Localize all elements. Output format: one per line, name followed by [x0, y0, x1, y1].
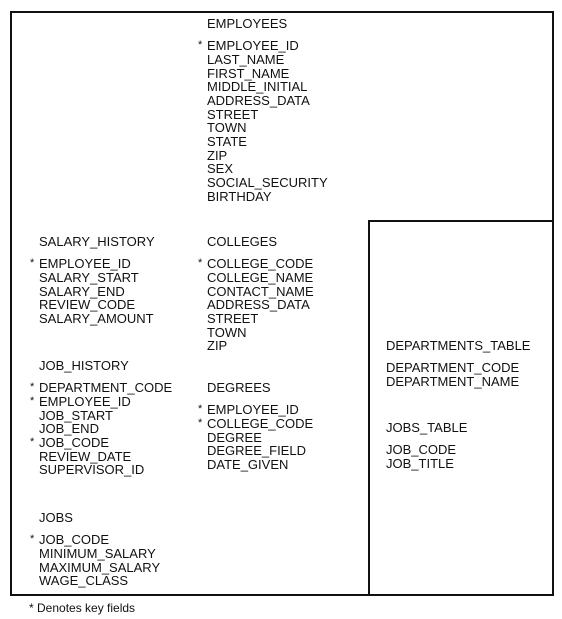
entity-field	[207, 326, 314, 340]
entity-field	[207, 312, 314, 326]
entity-field	[39, 285, 155, 299]
key-marker: *	[30, 435, 35, 448]
field-name: SALARY_END	[39, 283, 125, 299]
field-name: ADDRESS_DATA	[207, 92, 310, 108]
entity-title: JOBS_TABLE	[386, 420, 468, 435]
entity-field	[386, 457, 467, 471]
key-marker: *	[30, 533, 35, 546]
field-name: REVIEW_DATE	[39, 448, 132, 464]
field-name: ZIP	[207, 338, 228, 354]
field-name: FIRST_NAME	[207, 65, 290, 81]
field-name: SALARY_AMOUNT	[39, 310, 154, 326]
entity-field	[207, 135, 328, 149]
entity-job-history	[30, 358, 173, 478]
field-name: BIRTHDAY	[207, 188, 272, 204]
field-name: JOB_END	[39, 421, 99, 437]
field-name: EMPLOYEE_ID	[207, 402, 299, 418]
entity-field	[207, 121, 328, 135]
entity-title: SALARY_HISTORY	[39, 234, 155, 249]
entity-field	[207, 298, 314, 312]
field-name: DATE_GIVEN	[207, 456, 289, 472]
reference-tables-panel	[368, 220, 554, 596]
field-name: EMPLOYEE_ID	[39, 393, 131, 409]
entity-field	[198, 256, 314, 272]
entity-field	[207, 190, 328, 204]
entity-degrees	[198, 380, 314, 472]
entity-employees	[198, 16, 328, 204]
key-marker: *	[198, 416, 203, 429]
entity-field	[39, 409, 172, 423]
field-name: STREET	[207, 310, 259, 326]
field-name: TOWN	[207, 120, 247, 136]
field-name: DEGREE	[207, 429, 262, 445]
entity-field	[207, 53, 328, 67]
entity-field	[207, 431, 313, 445]
entity-departments-table	[386, 339, 530, 389]
key-marker: *	[30, 394, 35, 407]
entity-field	[39, 463, 172, 477]
field-name: STREET	[207, 106, 259, 122]
entity-field	[207, 67, 328, 81]
entity-field	[39, 450, 172, 464]
entity-field	[39, 298, 155, 312]
field-name: DEPARTMENT_NAME	[386, 373, 520, 389]
field-name: ZIP	[207, 147, 228, 163]
entity-field	[207, 285, 314, 299]
field-name: DEPARTMENT_CODE	[386, 360, 520, 376]
entity-field	[39, 561, 160, 575]
entity-title: DEPARTMENTS_TABLE	[386, 338, 531, 353]
entity-title: JOB_HISTORY	[39, 358, 129, 373]
entity-field	[207, 339, 314, 353]
entity-jobs-table	[386, 421, 467, 471]
entity-field	[39, 547, 160, 561]
entity-field	[386, 375, 530, 389]
field-name: MIDDLE_INITIAL	[207, 79, 308, 95]
field-name: CONTACT_NAME	[207, 283, 314, 299]
entity-field	[386, 361, 530, 375]
field-name: REVIEW_CODE	[39, 297, 136, 313]
key-marker: *	[198, 39, 203, 52]
field-name: DEPARTMENT_CODE	[39, 380, 173, 396]
field-name: COLLEGE_CODE	[207, 415, 314, 431]
entity-field	[207, 444, 313, 458]
entity-field	[207, 176, 328, 190]
entity-field	[30, 434, 172, 450]
field-name: SEX	[207, 161, 234, 177]
field-name: LAST_NAME	[207, 51, 285, 67]
field-name: ADDRESS_DATA	[207, 297, 310, 313]
entity-field	[207, 80, 328, 94]
field-name: JOB_TITLE	[386, 455, 454, 471]
field-name: DEGREE_FIELD	[207, 443, 306, 459]
entity-field	[207, 162, 328, 176]
key-fields-footnote: * Denotes key fields	[29, 601, 136, 615]
entity-title: DEGREES	[207, 380, 271, 395]
entity-field	[30, 393, 172, 409]
field-name: COLLEGE_NAME	[207, 269, 314, 285]
entity-field	[198, 38, 328, 54]
entity-salary-history	[30, 234, 155, 326]
field-name: JOB_CODE	[386, 442, 457, 458]
entity-field	[39, 312, 155, 326]
field-name: SOCIAL_SECURITY	[207, 175, 328, 191]
key-marker: *	[30, 257, 35, 270]
entity-colleges	[198, 234, 314, 354]
entity-field	[207, 108, 328, 122]
entity-field	[198, 402, 313, 418]
entity-field	[207, 271, 314, 285]
key-marker: *	[30, 381, 35, 394]
field-name: COLLEGE_CODE	[207, 256, 314, 272]
field-name: TOWN	[207, 324, 247, 340]
entity-field	[386, 443, 467, 457]
key-marker: *	[198, 257, 203, 270]
field-name: JOB_CODE	[39, 434, 110, 450]
field-name: MINIMUM_SALARY	[39, 545, 156, 561]
field-name: JOB_CODE	[39, 532, 110, 548]
entity-field	[39, 422, 172, 436]
key-marker: *	[198, 403, 203, 416]
entity-title: EMPLOYEES	[207, 16, 288, 31]
entity-field	[39, 271, 155, 285]
entity-title: JOBS	[39, 510, 73, 525]
entity-title: COLLEGES	[207, 234, 278, 249]
entity-jobs	[30, 510, 161, 589]
field-name: STATE	[207, 134, 247, 149]
entity-field	[30, 380, 173, 396]
entity-field	[207, 149, 328, 163]
field-name: WAGE_CLASS	[39, 573, 129, 589]
entity-field	[39, 574, 160, 588]
field-name: JOB_START	[39, 407, 113, 423]
field-name: EMPLOYEE_ID	[207, 38, 299, 54]
entity-field	[30, 256, 155, 272]
entity-field	[207, 458, 313, 472]
entity-field	[207, 94, 328, 108]
entity-field	[30, 532, 160, 548]
field-name: SALARY_START	[39, 269, 139, 285]
field-name: EMPLOYEE_ID	[39, 256, 131, 272]
entity-field	[198, 415, 314, 431]
field-name: MAXIMUM_SALARY	[39, 559, 161, 575]
field-name: SUPERVISOR_ID	[39, 462, 145, 478]
